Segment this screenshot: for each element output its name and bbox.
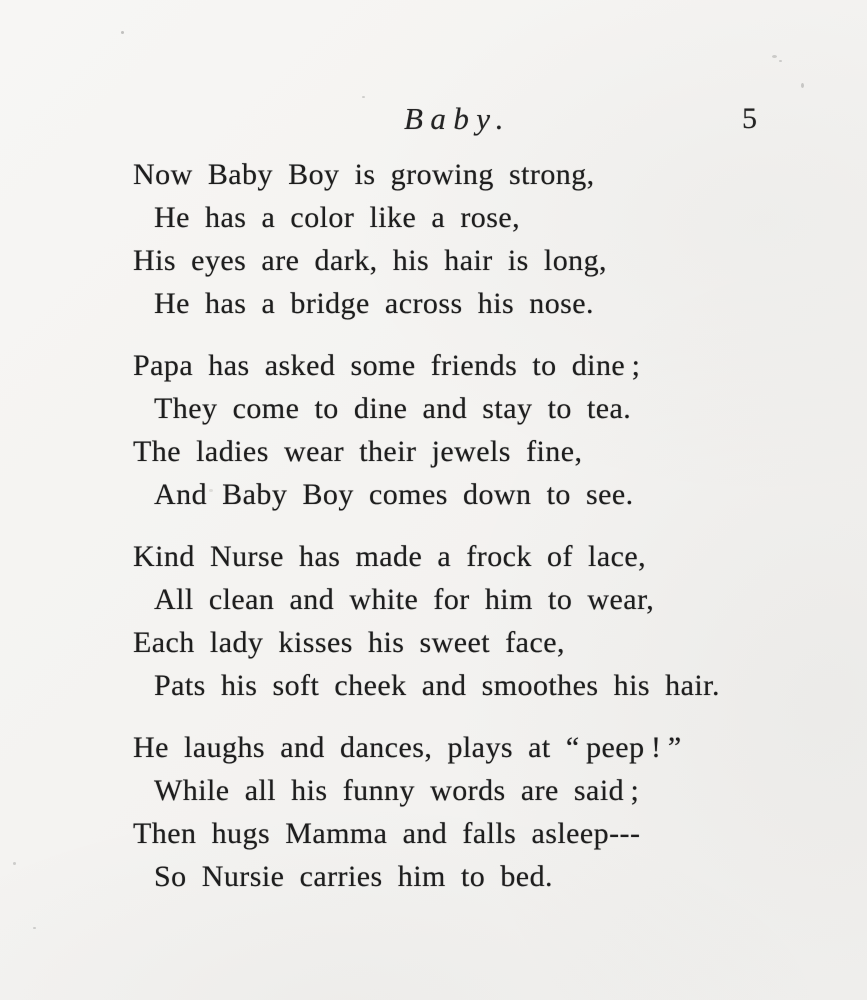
poem-line: Each lady kisses his sweet face, <box>133 626 565 659</box>
poem-line: While all his funny words are said ; <box>154 774 640 807</box>
poem-text <box>133 153 773 917</box>
scan-speck <box>772 55 777 58</box>
poem-line: Then hugs Mamma and falls asleep--- <box>133 817 641 850</box>
page-title: Baby. <box>404 101 511 136</box>
poem-line: He laughs and dances, plays at “ peep ! ” <box>133 731 682 764</box>
poem-line: And Baby Boy comes down to see. <box>154 478 634 511</box>
poem-line: Kind Nurse has made a frock of lace, <box>133 540 647 573</box>
stanza-4 <box>133 726 773 898</box>
poem-line: Now Baby Boy is growing strong, <box>133 158 595 191</box>
poem-line: He has a bridge across his nose. <box>154 287 594 320</box>
stanza-3 <box>133 535 773 707</box>
poem-line: All clean and white for him to wear, <box>154 583 655 616</box>
poem-line: Papa has asked some friends to dine ; <box>133 349 641 382</box>
scan-speck <box>779 60 782 62</box>
scan-speck <box>33 927 36 929</box>
scan-speck <box>209 489 213 492</box>
poem-line: His eyes are dark, his hair is long, <box>133 244 608 277</box>
scan-speck <box>362 96 365 98</box>
scan-speck <box>801 83 804 88</box>
poem-line: The ladies wear their jewels fine, <box>133 435 583 468</box>
scan-speck <box>13 862 16 865</box>
stanza-2 <box>133 344 773 516</box>
poem-line: So Nursie carries him to bed. <box>154 860 553 893</box>
poem-line: He has a color like a rose, <box>154 201 521 234</box>
poem-line: Pats his soft cheek and smoothes his hair. <box>154 669 720 702</box>
stanza-1 <box>133 153 773 325</box>
poem-line: They come to dine and stay to tea. <box>154 392 632 425</box>
page-number: 5 <box>742 102 757 135</box>
scan-speck <box>121 31 124 34</box>
